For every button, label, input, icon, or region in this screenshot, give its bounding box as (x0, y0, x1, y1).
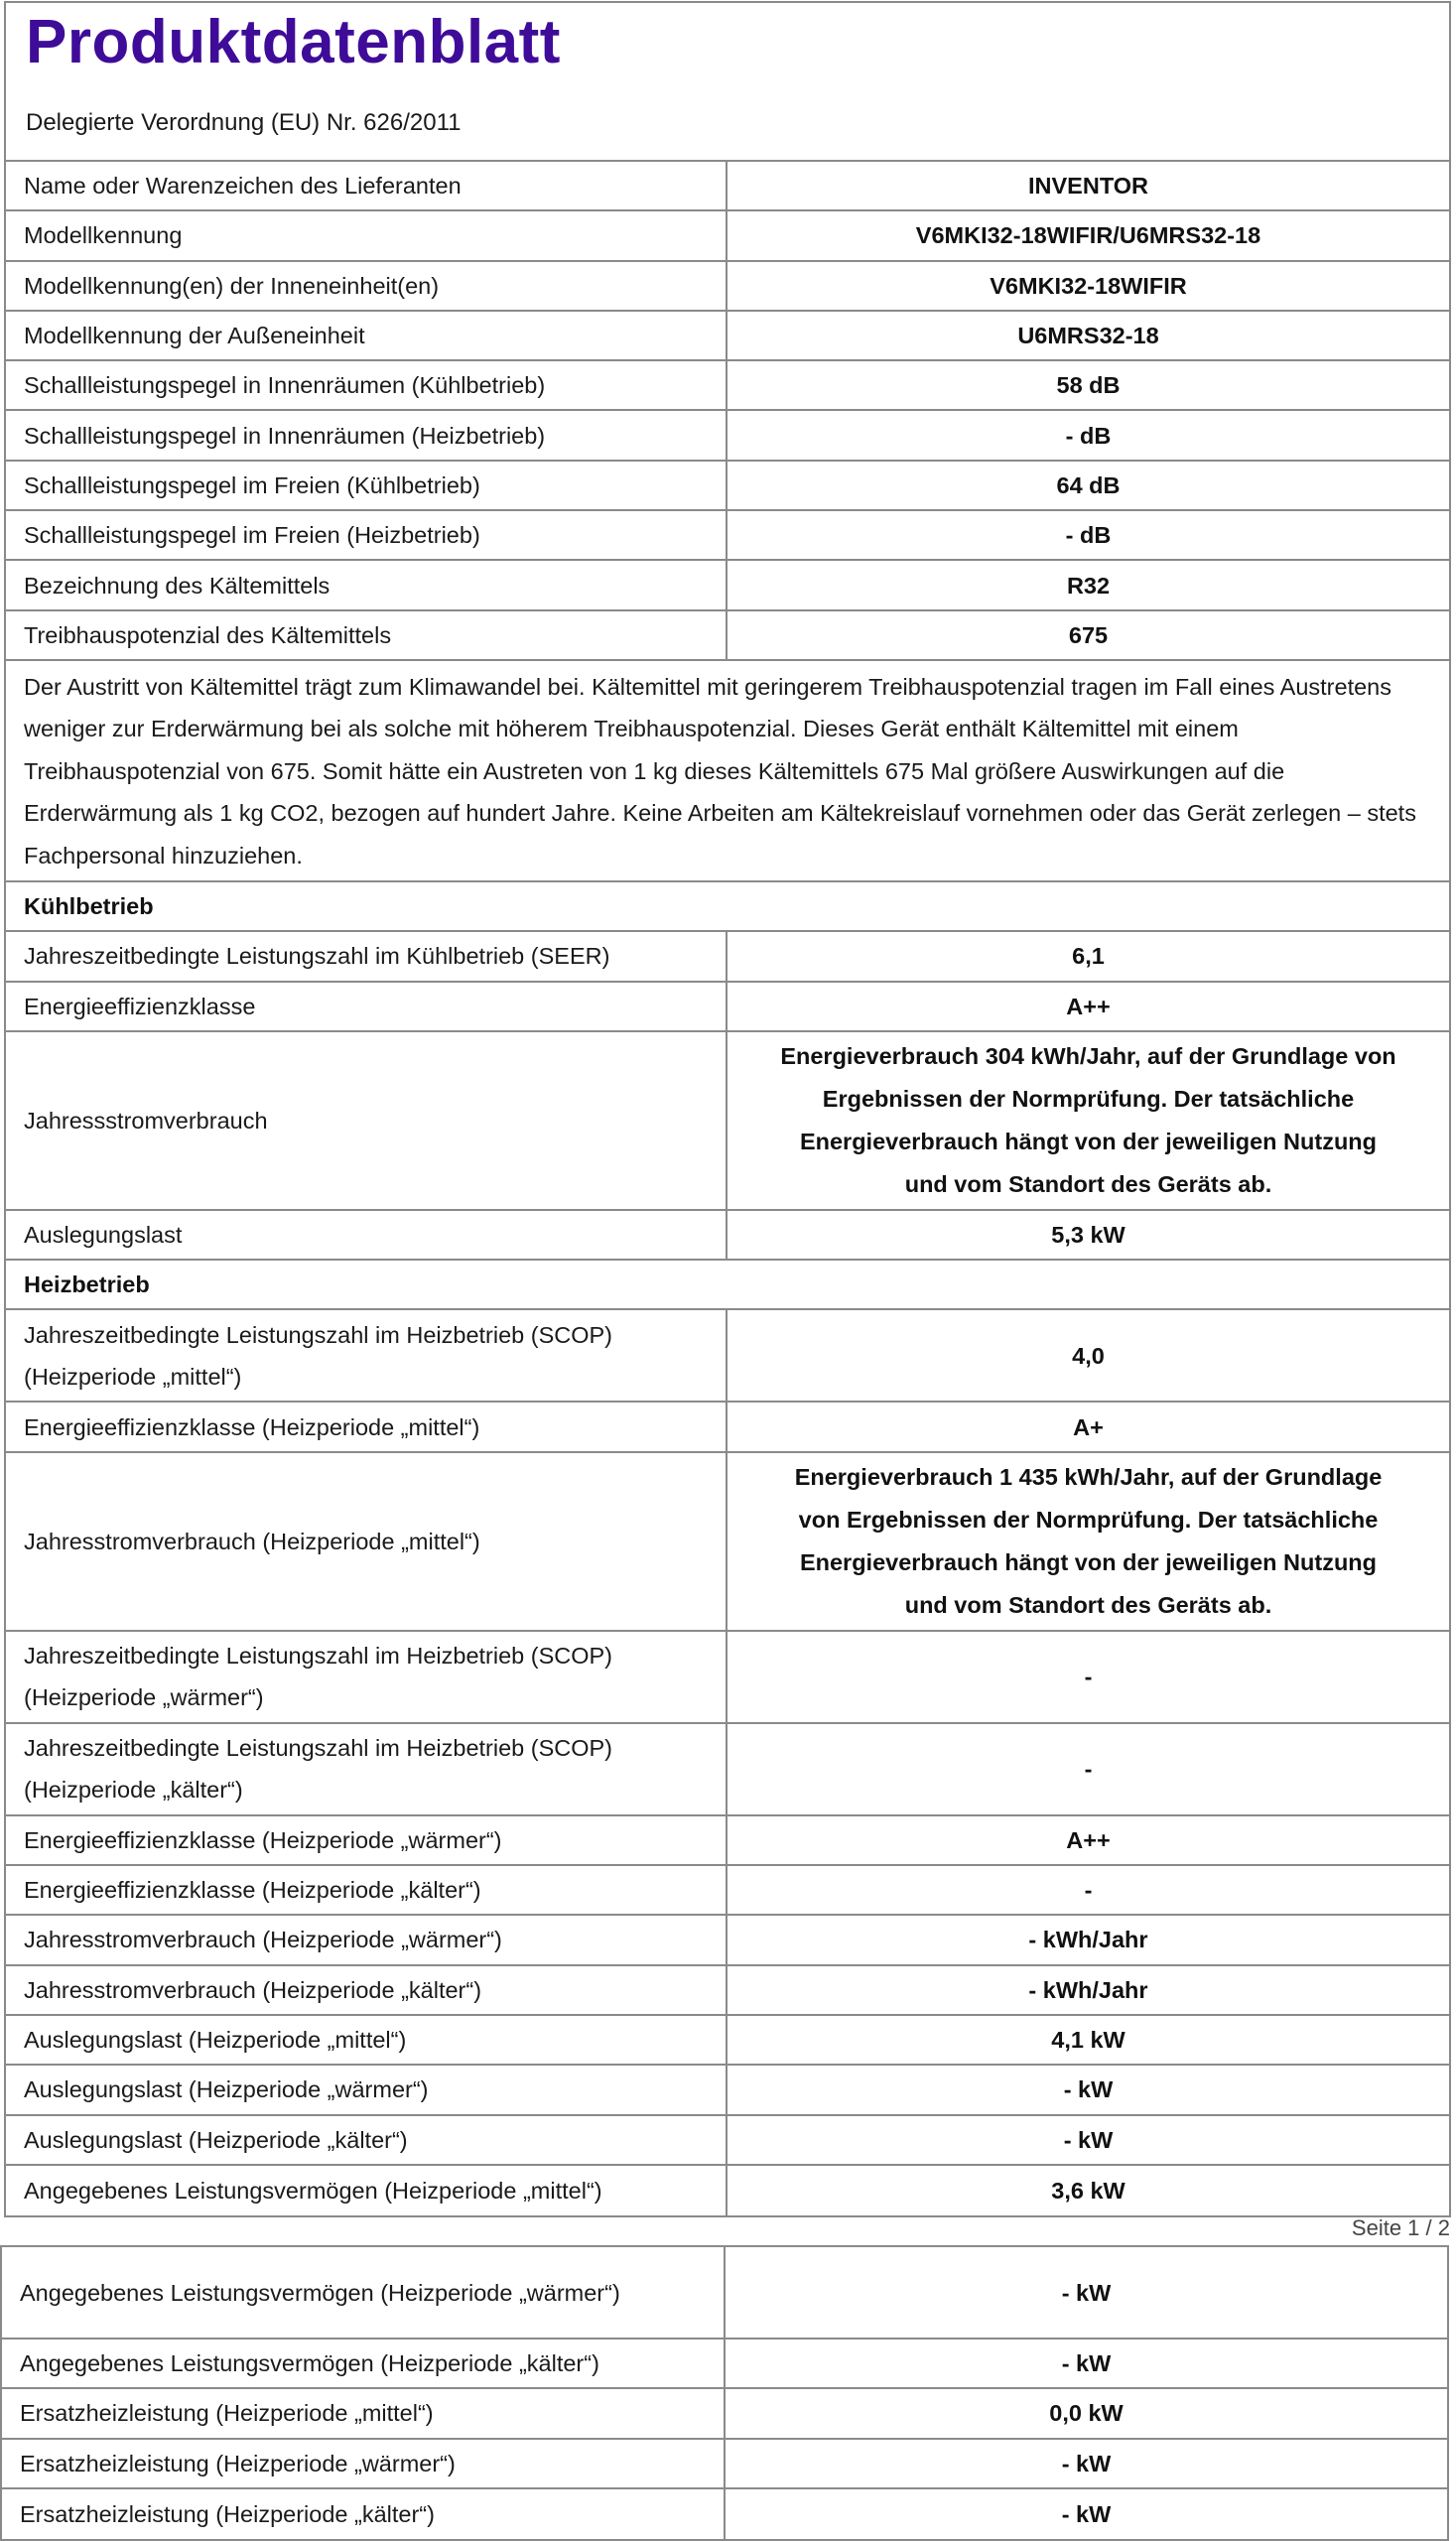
table-row (6, 511, 1449, 561)
row-label: Auslegungslast (Heizperiode „kälter“) (6, 2116, 728, 2164)
row-label: Energieeffizienzklasse (Heizperiode „kälter“) (6, 1866, 728, 1914)
row-value: - (1084, 1756, 1093, 1783)
row-label: Jahreszeitbedingte Leistungszahl im Heizbetrieb (SCOP) (Heizperiode „kälter“) (6, 1724, 728, 1814)
row-label: Schallleistungspegel in Innenräumen (Heizbetrieb) (6, 411, 728, 459)
table-row (6, 162, 1449, 211)
row-label: Jahreszeitbedingte Leistungszahl im Heizbetrieb (SCOP) (Heizperiode „mittel“) (6, 1310, 728, 1401)
row-value: - kW (1063, 2126, 1114, 2153)
row-label: Bezeichnung des Kältemittels (6, 561, 728, 608)
refrigerant-notice: Der Austritt von Kältemittel trägt zum Klimawandel bei. Kältemittel mit geringerem Treibhauspotenzial tragen im Fall eines Austretens weniger zur Erderwärmung bei als solche mit höherem Treibhauspotenzial. Dieses Gerät enthält Kältemittel mit einem Treibhauspotenzial von 675. Somit hätte ein Austreten von 1 kg dieses Kältemittels 675 Mal größere Auswirkungen auf die Erderwärmung als 1 kg CO2, bezogen auf hundert Jahre. Keine Arbeiten am Kältekreislauf vornehmen oder das Gerät zerlegen – stets Fachpersonal hinzuziehen. (24, 673, 1416, 869)
row-value: 4,0 (1072, 1342, 1105, 1369)
row-label: Schallleistungspegel in Innenräumen (Kühlbetrieb) (6, 361, 728, 409)
section-heading-cooling: Kühlbetrieb (24, 892, 154, 919)
row-value: V6MKI32-18WIFIR/U6MRS32-18 (915, 222, 1261, 249)
row-label: Modellkennung(en) der Inneneinheit(en) (6, 262, 728, 310)
table-row (6, 1916, 1449, 1965)
row-value: INVENTOR (1028, 173, 1148, 200)
row-label: Schallleistungspegel im Freien (Heizbetrieb) (6, 511, 728, 559)
row-label: Energieeffizienzklasse (Heizperiode „mittel“) (6, 1403, 728, 1450)
row-label: Jahresstromverbrauch (Heizperiode „wärmer“) (6, 1916, 728, 1963)
datasheet-header (6, 3, 1449, 162)
row-value: - kWh/Jahr (1028, 1927, 1148, 1953)
row-value: - (1084, 1877, 1093, 1904)
table-row (2, 2489, 1447, 2539)
table-row (2, 2389, 1447, 2439)
table-row (6, 2016, 1449, 2066)
table-row (6, 1632, 1449, 1724)
page-number: Seite 1 / 2 (1351, 2215, 1450, 2240)
row-value: - kW (1063, 2076, 1114, 2103)
table-row (6, 262, 1449, 312)
row-label: Ersatzheizleistung (Heizperiode „kälter“) (2, 2489, 726, 2539)
row-value: - dB (1065, 522, 1112, 549)
row-value: R32 (1066, 572, 1111, 599)
section-heading-heating: Heizbetrieb (24, 1270, 150, 1297)
row-label: Auslegungslast (Heizperiode „mittel“) (6, 2016, 728, 2064)
section-heading-row (6, 1261, 1449, 1310)
row-label: Schallleistungspegel im Freien (Kühlbetrieb) (6, 462, 728, 509)
row-value: A++ (1066, 993, 1111, 1019)
row-value: 3,6 kW (1051, 2177, 1125, 2204)
table-row (6, 2066, 1449, 2115)
row-label: Angegebenes Leistungsvermögen (Heizperiode „mittel“) (6, 2166, 728, 2215)
refrigerant-notice-row (6, 661, 1449, 882)
row-label: Jahresstromverbrauch (Heizperiode „mittel“) (6, 1453, 728, 1630)
row-value: - kW (1061, 2450, 1112, 2476)
table-row (6, 2116, 1449, 2166)
row-label: Treibhauspotenzial des Kältemittels (6, 611, 728, 659)
row-value: 58 dB (1056, 372, 1121, 399)
row-value: - kWh/Jahr (1028, 1976, 1148, 2003)
row-value: Energieverbrauch 304 kWh/Jahr, auf der Grundlage von Ergebnissen der Normprüfung. Der tatsächliche Energieverbrauch hängt von der jeweiligen Nutzung und vom Standort des Geräts ab. (780, 1042, 1396, 1197)
row-value: 64 dB (1056, 471, 1121, 498)
table-row (2, 2247, 1447, 2340)
row-value: U6MRS32-18 (1017, 323, 1159, 349)
row-value: 0,0 kW (1049, 2400, 1124, 2427)
row-label: Jahresstromverbrauch (Heizperiode „kälter“) (6, 1966, 728, 2014)
table-row (6, 312, 1449, 361)
row-label: Name oder Warenzeichen des Lieferanten (6, 162, 728, 209)
row-value: - kW (1061, 2501, 1112, 2528)
row-label: Ersatzheizleistung (Heizperiode „wärmer“) (2, 2440, 726, 2487)
table-row (6, 1866, 1449, 1916)
row-label: Energieeffizienzklasse (6, 983, 728, 1030)
table-row (6, 1966, 1449, 2016)
table-row (6, 2166, 1449, 2215)
row-label: Jahreszeitbedingte Leistungszahl im Kühlbetrieb (SEER) (6, 932, 728, 980)
table-row (6, 1211, 1449, 1261)
row-value: A+ (1073, 1413, 1104, 1440)
row-label: Angegebenes Leistungsvermögen (Heizperiode „kälter“) (2, 2340, 726, 2387)
table-row (6, 932, 1449, 982)
row-value: - dB (1065, 422, 1112, 449)
table-row (6, 411, 1449, 461)
datasheet-page-1 (4, 1, 1451, 2217)
row-value: - (1084, 1664, 1093, 1690)
row-value: 5,3 kW (1051, 1222, 1125, 1248)
row-label: Modellkennung der Außeneinheit (6, 312, 728, 359)
table-row (6, 1403, 1449, 1452)
page-title: Produktdatenblatt (26, 8, 561, 76)
table-row (6, 561, 1449, 610)
row-label: Auslegungslast (Heizperiode „wärmer“) (6, 2066, 728, 2113)
row-value: V6MKI32-18WIFIR (990, 272, 1187, 299)
row-value: - kW (1061, 2350, 1112, 2377)
row-value: 4,1 kW (1051, 2027, 1125, 2054)
row-label: Modellkennung (6, 211, 728, 259)
table-row (6, 1032, 1449, 1211)
table-row (6, 611, 1449, 661)
datasheet-page-2 (0, 2245, 1449, 2541)
table-row (6, 1816, 1449, 1866)
table-row (6, 361, 1449, 411)
regulation-reference: Delegierte Verordnung (EU) Nr. 626/2011 (26, 109, 462, 136)
table-row (6, 462, 1449, 511)
row-label: Auslegungslast (6, 1211, 728, 1259)
row-label: Jahressstromverbrauch (6, 1032, 728, 1209)
row-label: Jahreszeitbedingte Leistungszahl im Heizbetrieb (SCOP) (Heizperiode „wärmer“) (6, 1632, 728, 1722)
table-row (2, 2340, 1447, 2389)
table-row (6, 1453, 1449, 1632)
row-value: 675 (1068, 621, 1109, 648)
row-label: Energieeffizienzklasse (Heizperiode „wärmer“) (6, 1816, 728, 1864)
row-label: Angegebenes Leistungsvermögen (Heizperiode „wärmer“) (2, 2247, 726, 2338)
table-row (6, 211, 1449, 261)
row-value: A++ (1066, 1826, 1111, 1853)
row-value: - kW (1061, 2279, 1112, 2306)
row-label: Ersatzheizleistung (Heizperiode „mittel“) (2, 2389, 726, 2437)
row-value: Energieverbrauch 1 435 kWh/Jahr, auf der Grundlage von Ergebnissen der Normprüfung. Der tatsächliche Energieverbrauch hängt von der jeweiligen Nutzung und vom Standort des Geräts ab. (794, 1463, 1383, 1618)
table-row (6, 983, 1449, 1032)
table-row (6, 1724, 1449, 1816)
table-row (2, 2440, 1447, 2489)
section-heading-row (6, 882, 1449, 932)
row-value: 6,1 (1072, 943, 1105, 970)
table-row (6, 1310, 1449, 1403)
